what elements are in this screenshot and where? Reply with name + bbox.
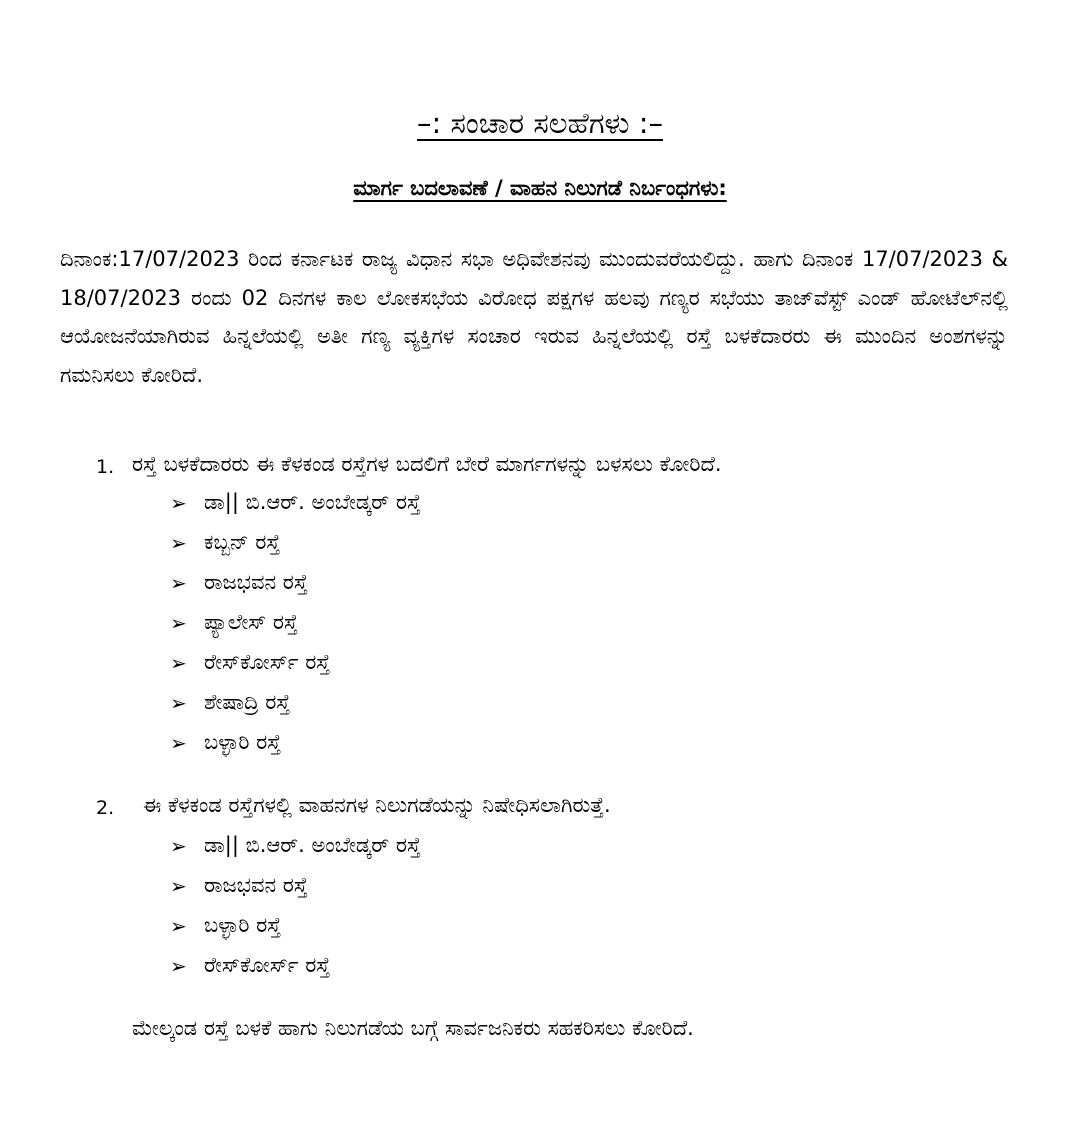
list-item — [170, 953, 330, 978]
intro-paragraph: ದಿನಾಂಕ:17/07/2023 ರಿಂದ ಕರ್ನಾಟಕ ರಾಜ್ಯ ವಿಧಾನ ಸಭಾ ಅಧಿವೇಶನವು ಮುಂದುವರೆಯಲಿದ್ದು. ಹಾಗು ದಿನಾಂಕ 17/07/2023 & 18/07/2023 ರಂದು 02 ದಿನಗಳ ಕಾಲ ಲೋಕಸಭೆಯ ವಿರೋಧ ಪಕ್ಷಗಳ ಹಲವು ಗಣ್ಯರ ಸಭೆಯು ತಾಜ್‌ವೆಸ್ಟ್ ಎಂಡ್ ಹೋಟೆಲ್‌ನಲ್ಲಿ ಆಯೋಜನೆಯಾಗಿರುವ ಹಿನ್ನಲೆಯಲ್ಲಿ ಅತೀ ಗಣ್ಯ ವ್ಯಕ್ತಿಗಳ ಸಂಚಾರ ಇರುವ ಹಿನ್ನಲೆಯಲ್ಲಿ ರಸ್ತೆ ಬಳಕೆದಾರರು ಈ ಮುಂದಿನ ಅಂಶಗಳನ್ನು ಗಮನಿಸಲು ಕೋರಿದೆ. — [60, 247, 1008, 387]
road-name: ಪ್ಯಾಲೇಸ್ ರಸ್ತೆ — [204, 610, 298, 634]
page-title: –: ಸಂಚಾರ ಸಲಹೆಗಳು :– — [417, 106, 663, 140]
arrow-bullet-icon: ➢ — [170, 873, 187, 898]
arrow-bullet-icon: ➢ — [170, 913, 187, 938]
arrow-bullet-icon: ➢ — [170, 610, 187, 635]
list-item — [170, 610, 298, 635]
arrow-bullet-icon: ➢ — [170, 690, 187, 715]
arrow-bullet-icon: ➢ — [170, 953, 187, 978]
road-name: ಬಳ್ಳಾರಿ ರಸ್ತೆ — [204, 913, 282, 937]
road-name: ರೇಸ್‌ಕೋರ್ಸ್ ರಸ್ತೆ — [204, 953, 331, 977]
road-name: ಡಾ|| ಬಿ.ಆರ್. ಅಂಬೇಡ್ಕರ್ ರಸ್ತೆ — [204, 490, 421, 514]
arrow-bullet-icon: ➢ — [170, 833, 187, 858]
road-name: ರೇಸ್‌ಕೋರ್ಸ್ ರಸ್ತೆ — [204, 650, 331, 674]
arrow-bullet-icon: ➢ — [170, 570, 187, 595]
list-item — [170, 730, 281, 755]
list-item — [170, 490, 421, 515]
arrow-bullet-icon: ➢ — [170, 650, 187, 675]
road-name: ಬಳ್ಳಾರಿ ರಸ್ತೆ — [204, 730, 282, 754]
road-name: ರಾಜಭವನ ರಸ್ತೆ — [204, 570, 308, 594]
page-subtitle: ಮಾರ್ಗ ಬದಲಾವಣೆ / ವಾಹನ ನಿಲುಗಡೆ ನಿರ್ಬಂಧಗಳು: — [353, 176, 727, 200]
road-name: ಕಬ್ಬನ್ ರಸ್ತೆ — [204, 530, 281, 554]
road-name: ರಾಜಭವನ ರಸ್ತೆ — [204, 873, 308, 897]
list-item — [170, 873, 308, 898]
section2-heading: ಈ ಕೆಳಕಂಡ ರಸ್ತೆಗಳಲ್ಲಿ ವಾಹನಗಳ ನಿಲುಗಡೆಯನ್ನು ನಿಷೇಧಿಸಲಾಗಿರುತ್ತೆ. — [143, 793, 611, 817]
list-item — [170, 913, 281, 938]
arrow-bullet-icon: ➢ — [170, 730, 187, 755]
list-item — [170, 833, 421, 858]
arrow-bullet-icon: ➢ — [170, 490, 187, 515]
section1-number: 1. — [96, 456, 115, 478]
list-item — [170, 570, 308, 595]
list-item — [170, 650, 330, 675]
section1-heading: ರಸ್ತೆ ಬಳಕೆದಾರರು ಈ ಕೆಳಕಂಡ ರಸ್ತೆಗಳ ಬದಲಿಗೆ ಬೇರೆ ಮಾರ್ಗಗಳನ್ನು ಬಳಸಲು ಕೋರಿದೆ. — [132, 452, 722, 476]
arrow-bullet-icon: ➢ — [170, 530, 187, 555]
list-item — [170, 690, 290, 715]
list-item — [170, 530, 280, 555]
section2-number: 2. — [96, 797, 115, 819]
closing-note: ಮೇಲ್ಕಂಡ ರಸ್ತೆ ಬಳಕೆ ಹಾಗು ನಿಲುಗಡೆಯ ಬಗ್ಗೆ ಸಾರ್ವಜನಿಕರು ಸಹಕರಿಸಲು ಕೋರಿದೆ. — [132, 1016, 694, 1040]
road-name: ಶೇಷಾದ್ರಿ ರಸ್ತೆ — [204, 690, 291, 714]
road-name: ಡಾ|| ಬಿ.ಆರ್. ಅಂಬೇಡ್ಕರ್ ರಸ್ತೆ — [204, 833, 421, 857]
